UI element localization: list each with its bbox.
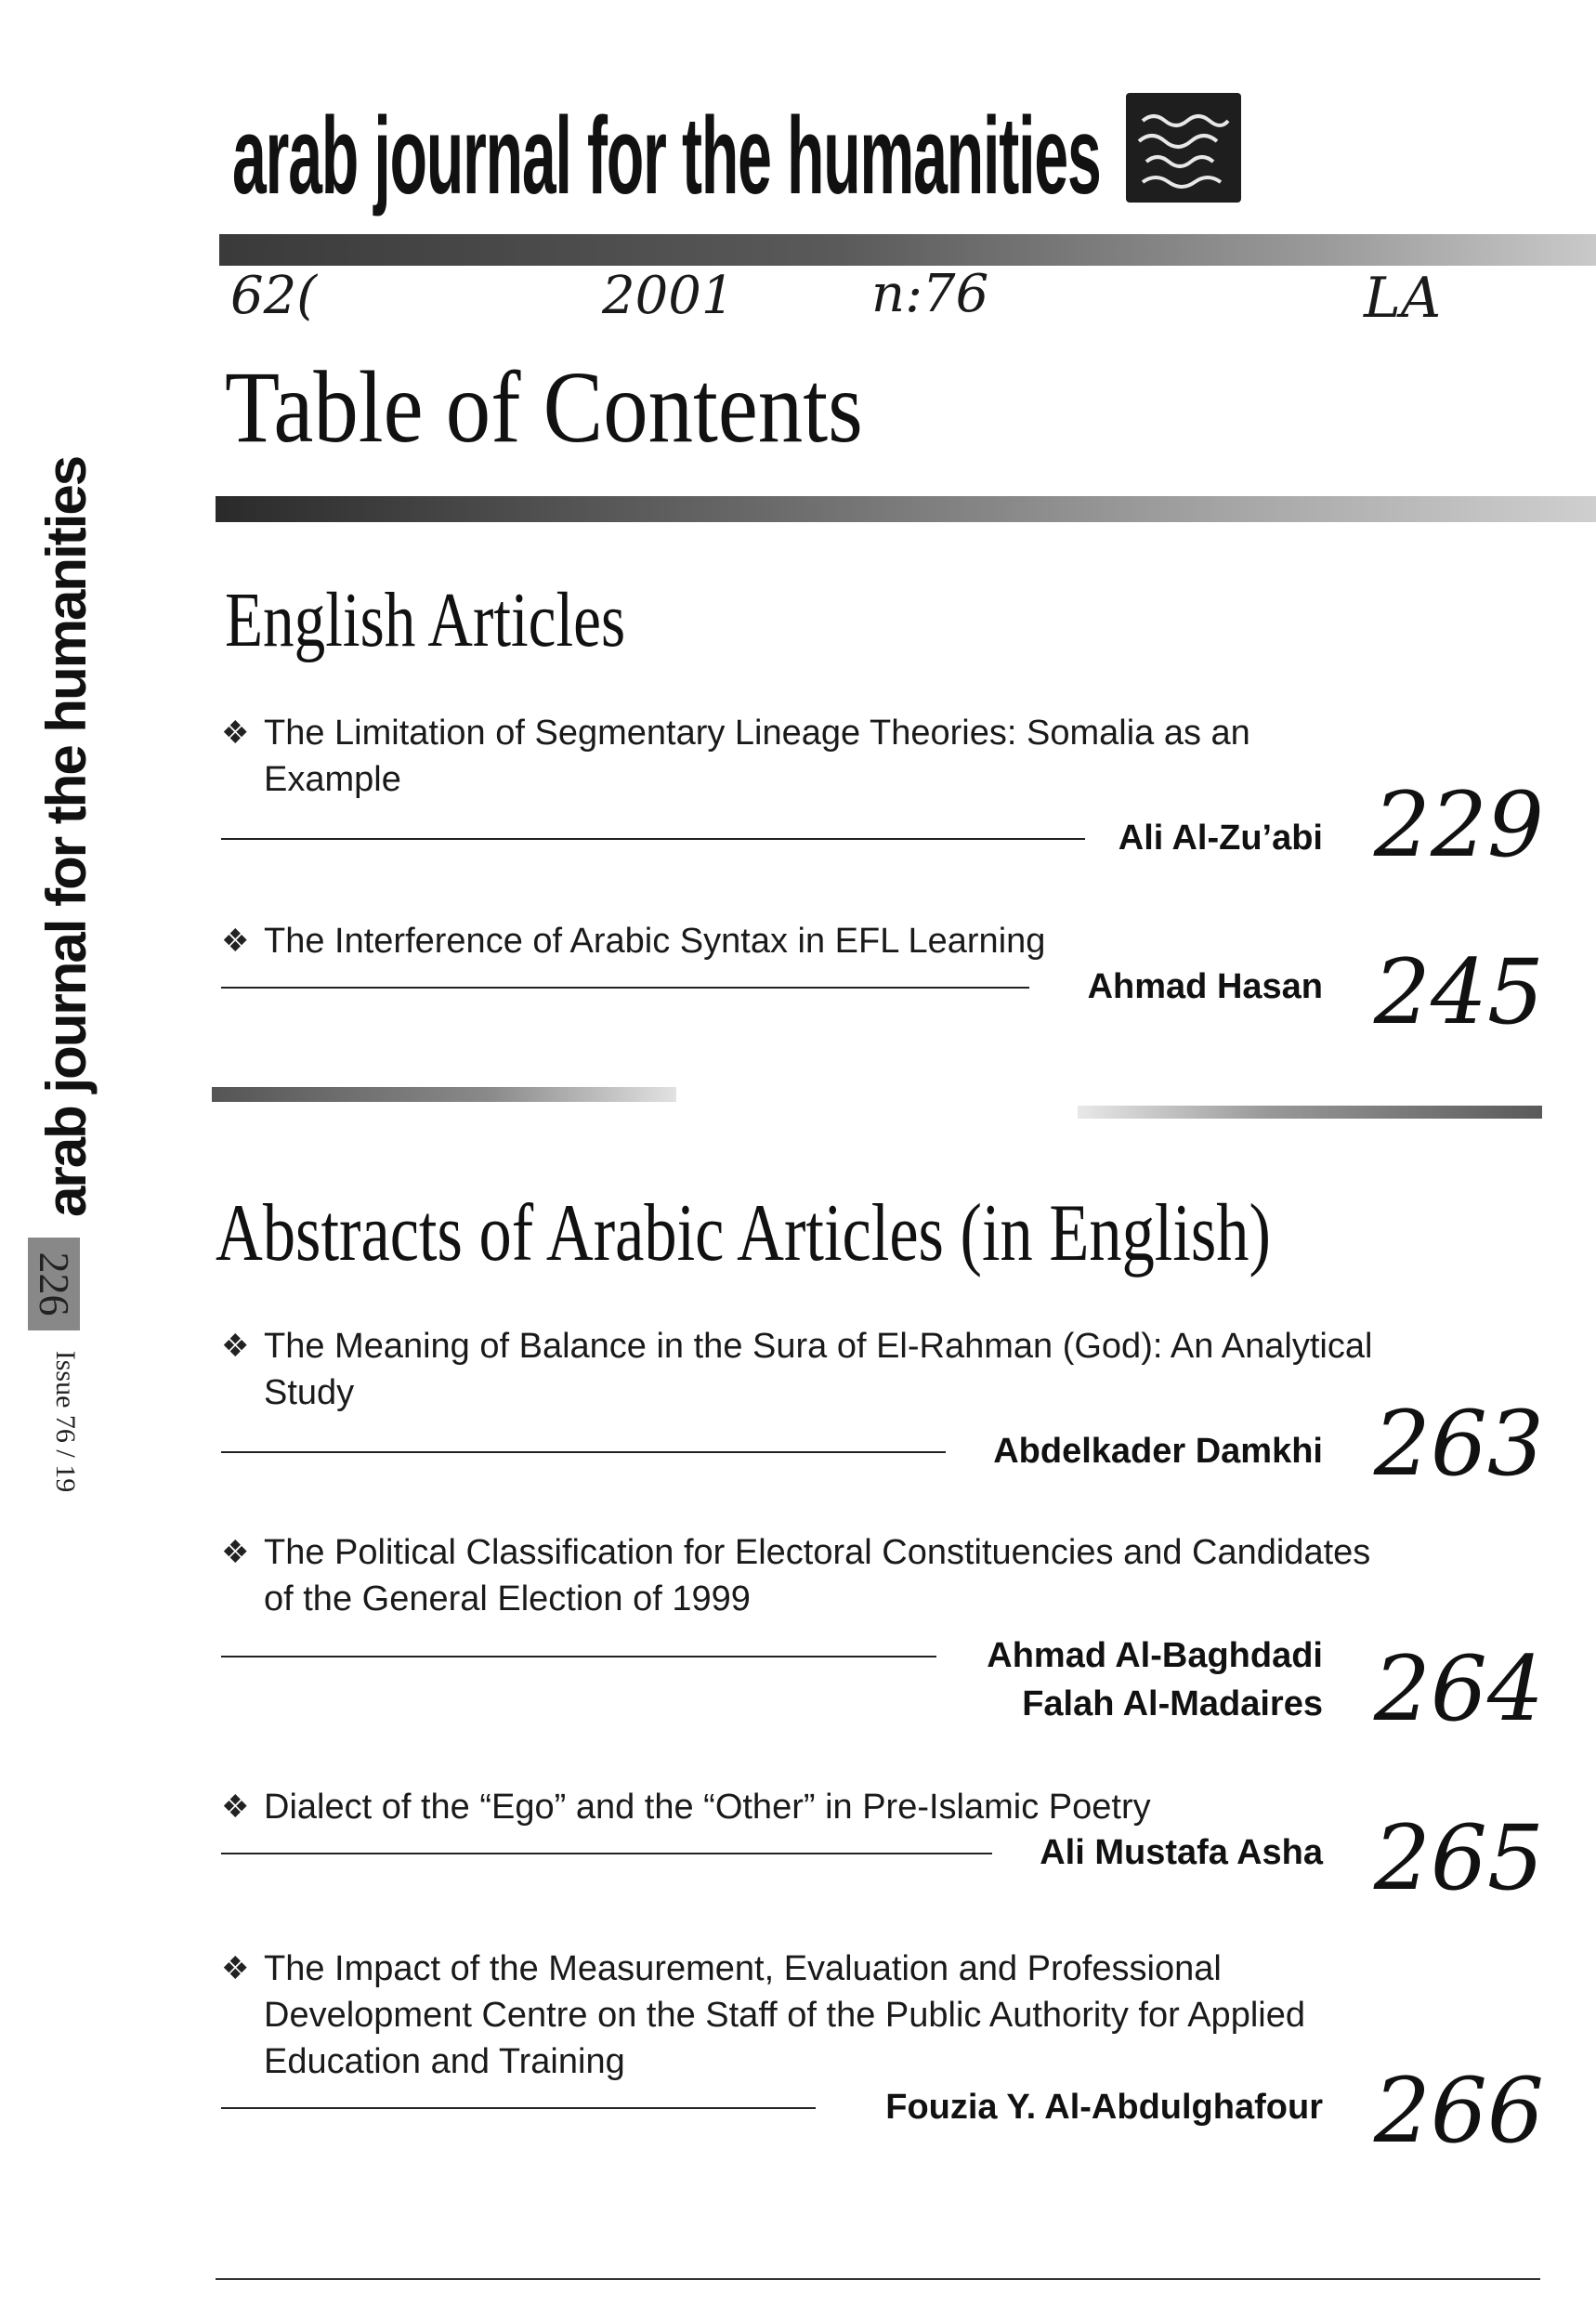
bullet-icon: ❖ [221,715,250,751]
page-number: 264 [1373,1637,1544,1741]
leader-line [221,1656,936,1657]
section-heading-english-articles: English Articles [225,577,626,663]
spine-page-number: 226 [28,1238,80,1330]
article-title: The Political Classification for Electoral Constituencies and Candidates of the General Election of 1999 [264,1533,1371,1618]
footer-rule [216,2278,1540,2280]
masthead-divider-bar [219,234,1596,266]
page-number: 265 [1373,1806,1544,1910]
leader-line [221,1451,946,1453]
article-author: Ali Al-Zu’abi [1118,819,1323,858]
leader-line [221,1853,992,1854]
article-title: The Meaning of Balance in the Sura of El-Rahman (God): An Analytical Study [264,1327,1373,1412]
article-title: The Interference of Arabic Syntax in EFL Learning [264,922,1046,961]
handwritten-note-3: n:76 [871,264,989,324]
article-author: Ali Mustafa Asha [1040,1833,1323,1872]
page-number: 266 [1373,2059,1544,2163]
handwritten-note-4: LA [1364,266,1442,331]
article-title: Dialect of the “Ego” and the “Other” in Pre-Islamic Poetry [264,1788,1151,1827]
bullet-icon: ❖ [221,924,250,959]
toc-entry[interactable] [216,1784,1581,1910]
article-author: Ahmad Hasan [1087,967,1323,1006]
page-number: 263 [1373,1392,1544,1496]
journal-logo-icon [1126,93,1241,203]
toc-entry[interactable] [216,1529,1581,1741]
article-author: Fouzia Y. Al-Abdulghafour [885,2088,1323,2127]
article-author: Falah Al-Madaires [1022,1684,1323,1723]
leader-line [221,987,1029,989]
page-number: 229 [1373,773,1544,877]
toc-entry[interactable] [216,1946,1581,2163]
toc-entry[interactable] [216,918,1581,1044]
toc-entry[interactable] [216,1323,1581,1496]
leader-line [221,838,1085,840]
bullet-icon: ❖ [221,1329,250,1364]
page-title: Table of Contents [225,350,863,464]
journal-masthead-title: arab journal for the humanities [232,95,1101,217]
bullet-icon: ❖ [221,1951,250,1986]
section-divider-left [212,1087,676,1102]
bullet-icon: ❖ [221,1535,250,1570]
spine-journal-title: arab journal for the humanities [35,456,98,1217]
page-number: 245 [1373,940,1544,1044]
toc-entry[interactable] [216,710,1581,877]
section-heading-abstracts: Abstracts of Arabic Articles (in English) [216,1188,1271,1278]
bullet-icon: ❖ [221,1789,250,1825]
article-author: Abdelkader Damkhi [993,1432,1323,1471]
handwritten-note-1: 62( [230,266,318,326]
article-author: Ahmad Al-Baghdadi [987,1636,1323,1675]
article-title: The Limitation of Segmentary Lineage Theories: Somalia as an Example [264,714,1250,799]
handwritten-note-2: 2001 [602,266,735,326]
toc-divider-bar [216,496,1596,522]
leader-line [221,2107,816,2109]
section-divider-right [1078,1106,1542,1119]
spine-issue-label: Issue 76 / 19 [50,1350,81,1493]
article-title: The Impact of the Measurement, Evaluation and Professional Development Centre on the Staff of the Public Authority for Applied Education and Training [264,1949,1305,2081]
